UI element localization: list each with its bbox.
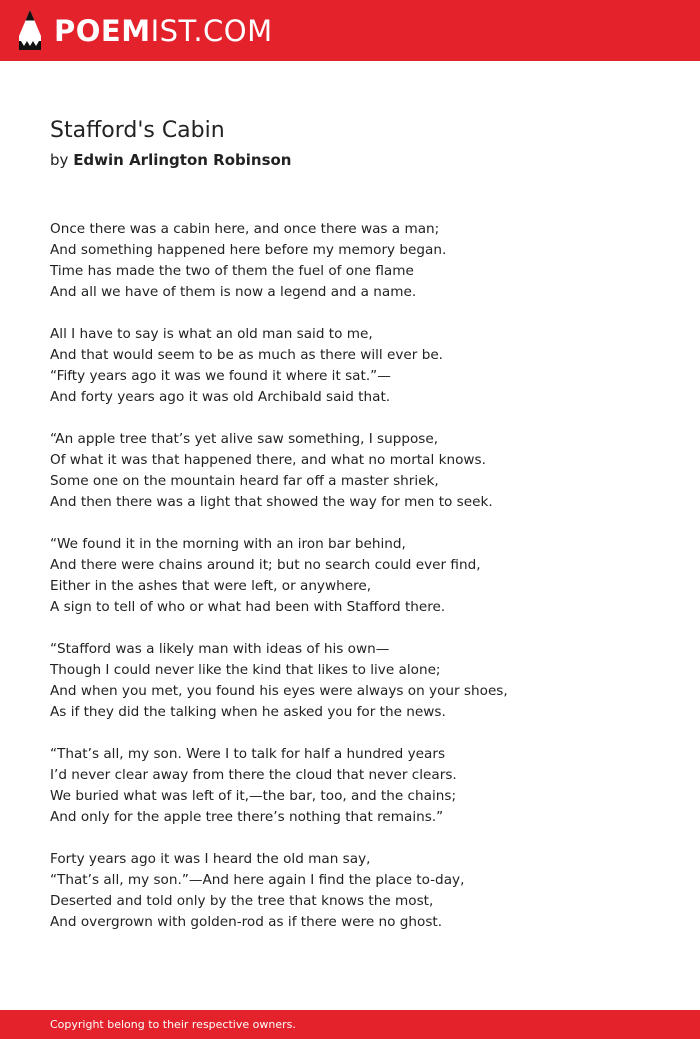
poem-line: “Stafford was a likely man with ideas of his own— xyxy=(50,641,390,657)
poem-line: And forty years ago it was old Archibald said that. xyxy=(50,389,391,405)
poem-line: Forty years ago it was I heard the old man say, xyxy=(50,851,371,867)
stanza xyxy=(50,744,670,828)
poem-line: Either in the ashes that were left, or anywhere, xyxy=(50,578,372,594)
poem-line: And when you met, you found his eyes were always on your shoes, xyxy=(50,683,508,699)
poem-line: Deserted and told only by the tree that knows the most, xyxy=(50,893,434,909)
poem-line: We buried what was left of it,—the bar, too, and the chains; xyxy=(50,788,457,804)
poem-line: All I have to say is what an old man said to me, xyxy=(50,326,373,342)
site-logo[interactable] xyxy=(18,10,273,52)
stanza xyxy=(50,849,670,933)
poem-line: Though I could never like the kind that likes to live alone; xyxy=(50,662,441,678)
poem-line: “That’s all, my son. Were I to talk for half a hundred years xyxy=(50,746,446,762)
site-header xyxy=(0,0,700,61)
copyright-text: Copyright belong to their respective owners. xyxy=(50,1018,296,1031)
logo-wordmark xyxy=(54,10,273,52)
byline xyxy=(50,150,650,170)
author-name: Edwin Arlington Robinson xyxy=(73,151,292,169)
poem-body xyxy=(50,219,670,954)
poem-line: Time has made the two of them the fuel of one flame xyxy=(50,263,414,279)
poem-line: Of what it was that happened there, and what no mortal knows. xyxy=(50,452,486,468)
poem-line: Some one on the mountain heard far off a master shriek, xyxy=(50,473,439,489)
poem-line: “We found it in the morning with an iron bar behind, xyxy=(50,536,406,552)
poem-line: As if they did the talking when he asked you for the news. xyxy=(50,704,446,720)
poem-heading xyxy=(50,116,650,170)
poem-line: And all we have of them is now a legend and a name. xyxy=(50,284,417,300)
logo-light-text: IST.COM xyxy=(150,14,273,48)
poem-line: And then there was a light that showed the way for men to seek. xyxy=(50,494,493,510)
poem-line: And there were chains around it; but no search could ever find, xyxy=(50,557,481,573)
poem-line: “That’s all, my son.”—And here again I find the place to-day, xyxy=(50,872,465,888)
poem-line: And that would seem to be as much as there will ever be. xyxy=(50,347,444,363)
stanza xyxy=(50,639,670,723)
poem-line: And something happened here before my memory began. xyxy=(50,242,447,258)
stanza xyxy=(50,429,670,513)
pencil-icon xyxy=(18,10,42,52)
poem-line: “Fifty years ago it was we found it where it sat.”— xyxy=(50,368,391,384)
site-footer xyxy=(0,1010,700,1039)
poem-line: I’d never clear away from there the cloud that never clears. xyxy=(50,767,457,783)
logo-bold-text: POEM xyxy=(54,14,151,48)
stanza xyxy=(50,324,670,408)
poem-line: A sign to tell of who or what had been with Stafford there. xyxy=(50,599,446,615)
by-label: by xyxy=(50,151,69,169)
poem-line: Once there was a cabin here, and once there was a man; xyxy=(50,221,440,237)
poem-line: And overgrown with golden-rod as if there were no ghost. xyxy=(50,914,443,930)
poem-title: Stafford's Cabin xyxy=(50,118,225,143)
stanza xyxy=(50,219,670,303)
poem-line: “An apple tree that’s yet alive saw something, I suppose, xyxy=(50,431,439,447)
stanza xyxy=(50,534,670,618)
poem-line: And only for the apple tree there’s nothing that remains.” xyxy=(50,809,444,825)
